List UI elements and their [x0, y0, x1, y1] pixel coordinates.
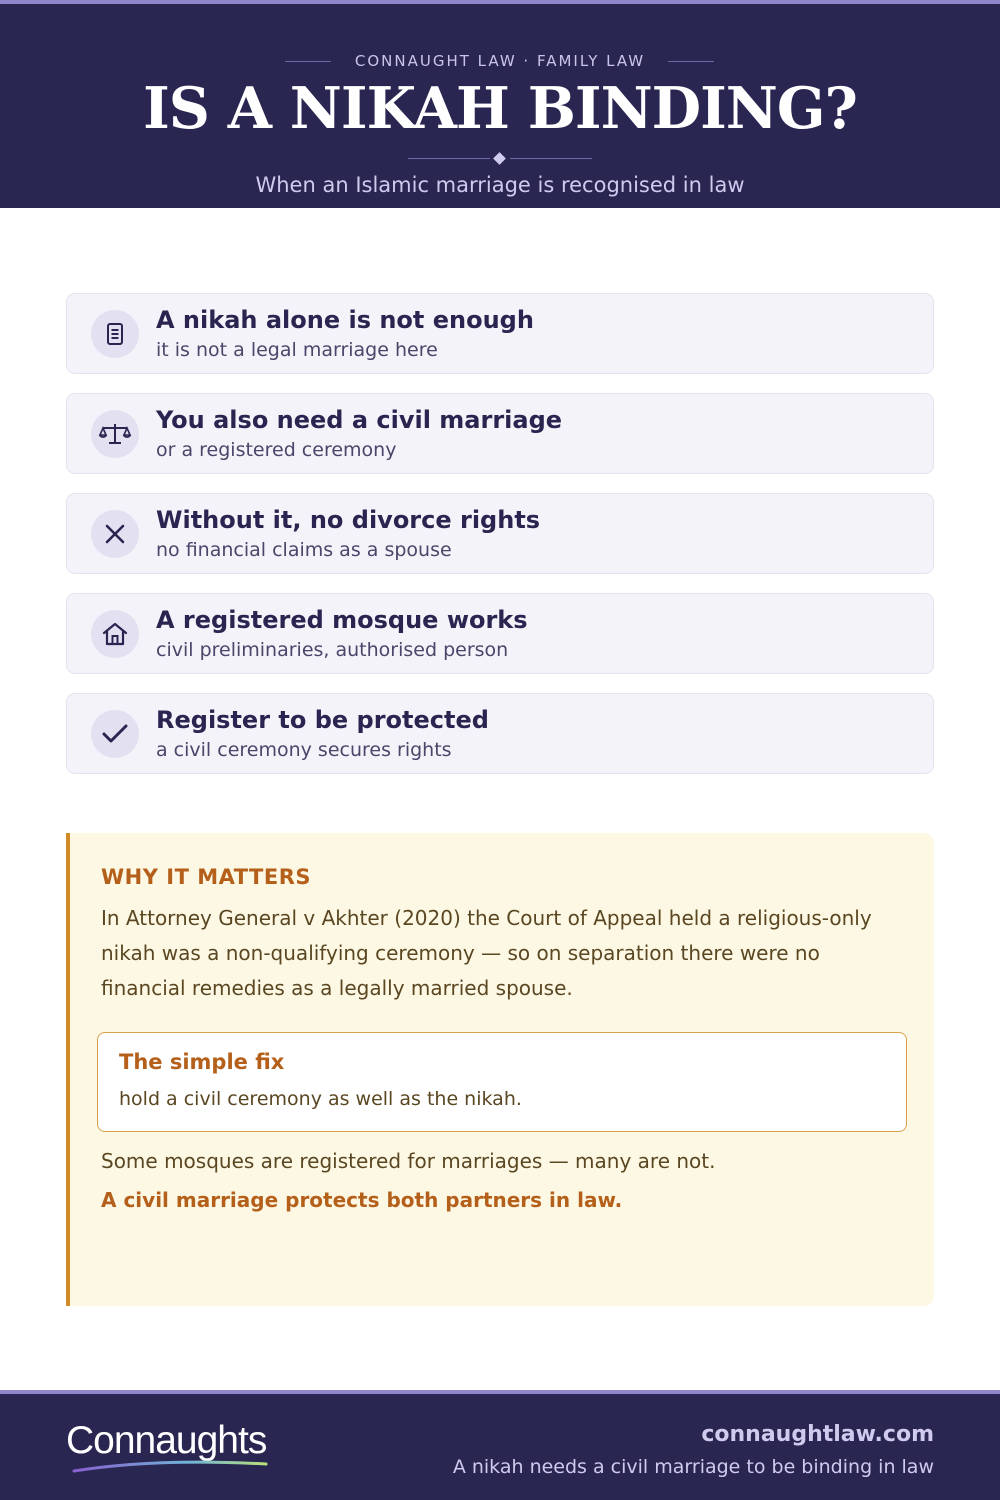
- key-points-list: [66, 293, 934, 793]
- list-item-nikah-alone: [66, 293, 934, 374]
- title-divider: [408, 153, 592, 165]
- connaughts-logo: [66, 1418, 296, 1478]
- why-heading: WHY IT MATTERS: [101, 865, 311, 889]
- scales-icon: [91, 410, 139, 458]
- fix-title: The simple fix: [119, 1050, 285, 1074]
- logo-wordmark: Connaughts: [66, 1419, 267, 1462]
- item-title: Register to be protected: [156, 706, 489, 734]
- item-title: A nikah alone is not enough: [156, 306, 534, 334]
- item-subtitle: it is not a legal marriage here: [156, 339, 438, 361]
- mosque-note: Some mosques are registered for marriages — many are not.: [101, 1149, 716, 1173]
- fix-text: hold a civil ceremony as well as the nikah.: [119, 1088, 522, 1110]
- item-title: You also need a civil marriage: [156, 406, 563, 434]
- header-banner: [0, 0, 1000, 208]
- check-icon: [91, 710, 139, 758]
- item-title: Without it, no divorce rights: [156, 506, 541, 534]
- item-subtitle: a civil ceremony secures rights: [156, 739, 452, 761]
- why-it-matters-panel: [66, 833, 934, 1306]
- footer-banner: [0, 1390, 1000, 1500]
- item-subtitle: civil preliminaries, authorised person: [156, 639, 509, 661]
- eyebrow-row: [0, 50, 1000, 72]
- footer-tagline: A nikah needs a civil marriage to be binding in law: [452, 1456, 934, 1478]
- list-item-no-divorce-rights: [66, 493, 934, 574]
- page-title: IS A NIKAH BINDING?: [143, 75, 857, 142]
- divider-line-left: [408, 158, 490, 159]
- list-item-civil-marriage: [66, 393, 934, 474]
- page-subtitle: When an Islamic marriage is recognised in law: [255, 173, 745, 197]
- why-body-text: In Attorney General v Akhter (2020) the Court of Appeal held a religious-only nikah was a non-qualifying ceremony — so on separation there were no financial remedies as a legally married spouse.: [101, 906, 872, 1000]
- eyebrow-text: CONNAUGHT LAW · FAMILY LAW: [354, 52, 646, 70]
- cross-icon: [91, 510, 139, 558]
- divider-line-right: [510, 158, 592, 159]
- simple-fix-box: [97, 1032, 907, 1132]
- document-icon: [91, 310, 139, 358]
- item-subtitle: no financial claims as a spouse: [156, 539, 452, 561]
- logo-swoosh-icon: [66, 1456, 276, 1476]
- eyebrow-rule-right: [668, 61, 714, 62]
- list-item-registered-mosque: [66, 593, 934, 674]
- diamond-icon: [493, 152, 506, 165]
- house-icon: [91, 610, 139, 658]
- item-subtitle: or a registered ceremony: [156, 439, 397, 461]
- item-title: A registered mosque works: [156, 606, 528, 634]
- list-item-register-protected: [66, 693, 934, 774]
- website-link[interactable]: connaughtlaw.com: [701, 1422, 934, 1447]
- emphasis-line: A civil marriage protects both partners in law.: [101, 1188, 623, 1212]
